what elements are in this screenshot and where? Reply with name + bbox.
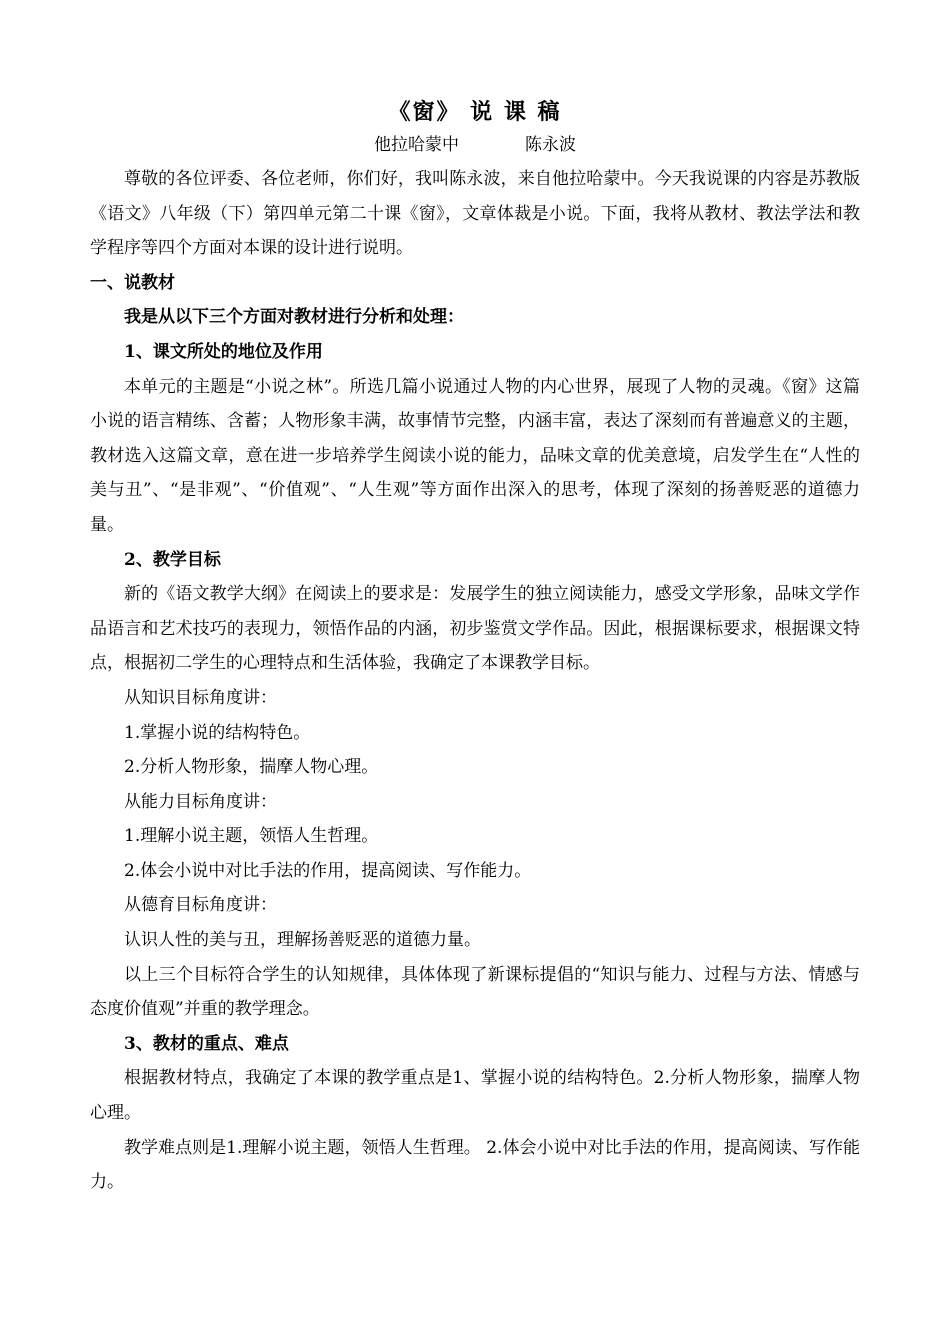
ability-objective-label: 从能力目标角度讲： <box>124 791 277 812</box>
knowledge-objective-item: 1.掌握小说的结构特色。 <box>124 722 311 743</box>
position-paragraph: 本单元的主题是“小说之林”。所选几篇小说通过人物的内心世界，展现了人物的灵魂。《窗》这篇小说的语言精练、含蓄；人物形象丰满，故事情节完整，内涵丰富，表达了深刻而有普遍意义的主题，教材选入这篇文章，意在进一步培养学生阅读小说的能力，品味文章的优美意境，启发学生在“人性的美与丑”、“是非观”、“价值观”、“人生观”等方面作出深入的思考，体现了深刻的扬善贬恶的道德力量。 <box>90 376 860 535</box>
moral-objective-label: 从德育目标角度讲： <box>124 895 277 916</box>
byline-author: 陈永波 <box>525 135 576 155</box>
ability-objective-item: 1.理解小说主题，领悟人生哲理。 <box>124 826 379 847</box>
subsection-heading-objectives: 2、教学目标 <box>124 549 221 570</box>
ability-objective-item: 2.体会小说中对比手法的作用，提高阅读、写作能力。 <box>124 860 532 881</box>
difficult-points-paragraph: 教学难点则是1.理解小说主题，领悟人生哲理。 2.体会小说中对比手法的作用，提高阅读、写作能力。 <box>90 1137 860 1193</box>
knowledge-objective-label: 从知识目标角度讲： <box>124 687 277 708</box>
section-heading-teaching-material: 一、说教材 <box>90 272 175 293</box>
section-lead: 我是从以下三个方面对教材进行分析和处理： <box>124 307 464 328</box>
page-title: 《窗》 说 课 稿 <box>388 99 562 125</box>
subsection-heading-position: 1、课文所处的地位及作用 <box>124 341 323 362</box>
document-page <box>90 96 860 1200</box>
intro-paragraph: 尊敬的各位评委、各位老师，你们好，我叫陈永波，来自他拉哈蒙中。今天我说课的内容是苏教版《语文》八年级（下）第四单元第二十课《窗》，文章体裁是小说。下面，我将从教材、教法学法和教学程序等四个方面对本课的设计进行说明。 <box>90 169 860 259</box>
objectives-summary: 以上三个目标符合学生的认知规律，具体体现了新课标提倡的“知识与能力、过程与方法、情感与态度价值观”并重的教学理念。 <box>90 964 860 1020</box>
knowledge-objective-item: 2.分析人物形象，揣摩人物心理。 <box>124 757 379 778</box>
byline <box>90 128 860 162</box>
moral-objective-item: 认识人性的美与丑，理解扬善贬恶的道德力量。 <box>124 930 481 951</box>
key-points-paragraph: 根据教材特点，我确定了本课的教学重点是1、掌握小说的结构特色。2.分析人物形象，揣摩人物心理。 <box>90 1068 860 1124</box>
byline-school: 他拉哈蒙中 <box>374 135 459 155</box>
subsection-heading-key-points: 3、教材的重点、难点 <box>124 1033 289 1054</box>
objectives-paragraph: 新的《语文教学大纲》在阅读上的要求是：发展学生的独立阅读能力，感受文学形象，品味文学作品语言和艺术技巧的表现力，领悟作品的内涵，初步鉴赏文学作品。因此，根据课标要求，根据课文特点，根据初二学生的心理特点和生活体验，我确定了本课教学目标。 <box>90 584 860 674</box>
